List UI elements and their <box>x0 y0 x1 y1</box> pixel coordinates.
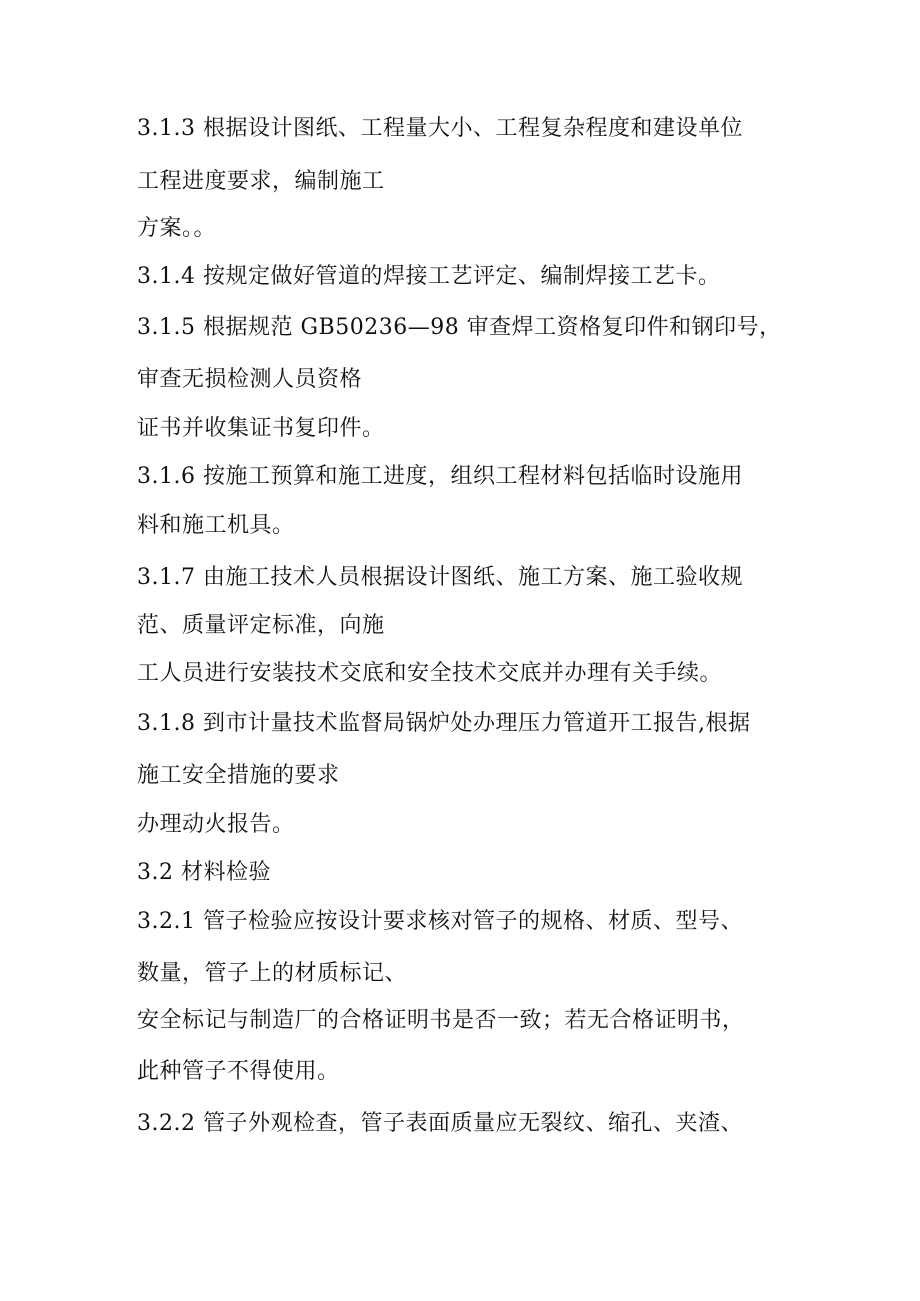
text-line: 方案。。 <box>137 216 217 241</box>
text-line: 范、质量评定标准，向施 <box>137 613 385 638</box>
text-line: 办理动火报告。 <box>137 812 295 837</box>
text-line: 3.1.4 按规定做好管道的焊接工艺评定、编制焊接工艺卡。 <box>137 264 721 289</box>
text-line: 施工安全措施的要求 <box>137 763 340 788</box>
text-line: 料和施工机具。 <box>137 513 295 538</box>
text-line: 证书并收集证书复印件。 <box>137 416 385 441</box>
text-line: 安全标记与制造厂的合格证明书是否一致；若无合格证明书， <box>137 1008 745 1033</box>
text-line: 审查无损检测人员资格 <box>137 367 363 392</box>
text-line: 3.1.7 由施工技术人员根据设计图纸、施工方案、施工验收规 <box>137 565 743 590</box>
text-line: 此种管子不得使用。 <box>137 1059 340 1084</box>
text-line: 3.1.8 到市计量技术监督局锅炉处办理压力管道开工报告,根据 <box>137 711 751 736</box>
text-line: 数量，管子上的材质标记、 <box>137 961 408 986</box>
text-line: 工人员进行安装技术交底和安全技术交底并办理有关手续。 <box>137 661 723 686</box>
section-heading: 3.2 材料检验 <box>137 860 271 885</box>
text-line: 工程进度要求，编制施工 <box>137 169 385 194</box>
text-line: 3.1.5 根据规范 GB50236—98 审查焊工资格复印件和钢印号， <box>137 315 782 340</box>
text-line: 3.1.6 按施工预算和施工进度，组织工程材料包括临时设施用 <box>137 464 743 489</box>
text-line: 3.2.2 管子外观检查，管子表面质量应无裂纹、缩孔、夹渣、 <box>137 1111 743 1136</box>
text-line: 3.1.3 根据设计图纸、工程量大小、工程复杂程度和建设单位 <box>137 116 743 141</box>
text-line: 3.2.1 管子检验应按设计要求核对管子的规格、材质、型号、 <box>137 909 743 934</box>
